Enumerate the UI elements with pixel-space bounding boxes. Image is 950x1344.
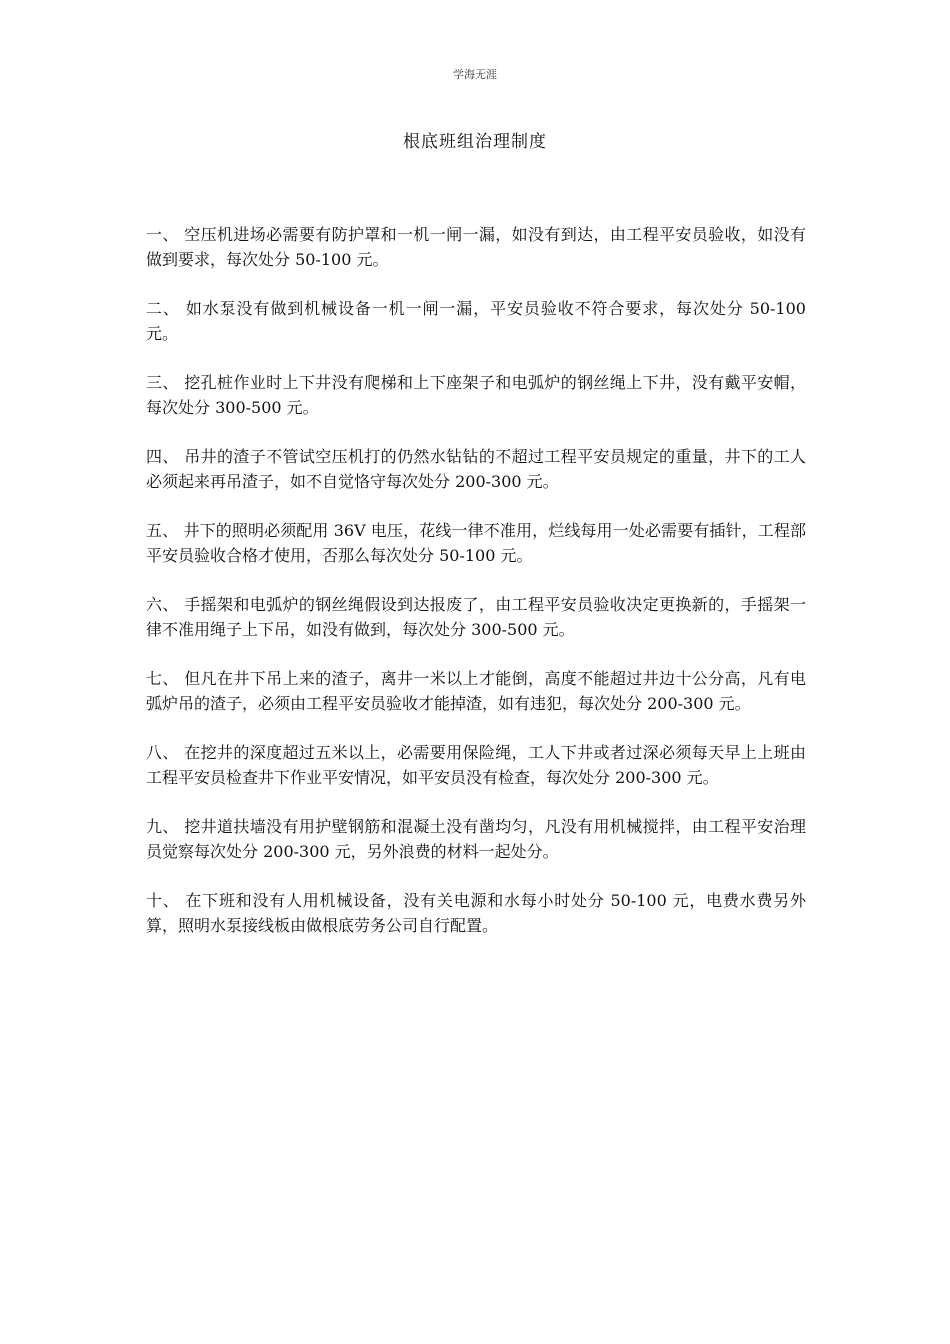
rule-number: 三、 <box>146 373 179 392</box>
rule-text: 在挖井的深度超过五米以上，必需要用保险绳，工人下井或者过深必须每天早上上班由工程平安员检查井下作业平安情况，如平安员没有检查，每次处分 200-300 元。 <box>146 743 806 787</box>
rule-item <box>146 814 806 864</box>
rule-number: 九、 <box>146 817 179 836</box>
rule-text: 空压机进场必需要有防护罩和一机一闸一漏，如没有到达，由工程平安员验收，如没有做到要求，每次处分 50-100 元。 <box>146 225 806 269</box>
rule-text: 但凡在井下吊上来的渣子，离井一米以上才能倒，高度不能超过井边十公分高，凡有电弧炉吊的渣子，必须由工程平安员验收才能掉渣，如有违犯，每次处分 200-300 元。 <box>146 669 806 713</box>
rule-text: 挖井道扶墙没有用护壁钢筋和混凝土没有凿均匀，凡没有用机械搅拌，由工程平安治理员觉察每次处分 200-300 元，另外浪费的材料一起处分。 <box>146 817 806 861</box>
rule-number: 一、 <box>146 225 179 244</box>
rule-text: 吊井的渣子不管试空压机打的仍然水钻钻的不超过工程平安员规定的重量，井下的工人必须起来再吊渣子，如不自觉恪守每次处分 200-300 元。 <box>146 447 806 491</box>
rule-text: 如水泵没有做到机械设备一机一闸一漏，平安员验收不符合要求，每次处分 50-100 元。 <box>146 299 806 343</box>
rule-number: 十、 <box>146 891 180 910</box>
rule-number: 五、 <box>146 521 179 540</box>
page-header: 学海无涯 <box>453 68 497 81</box>
rule-item <box>146 740 806 790</box>
rule-item <box>146 888 806 938</box>
rule-number: 八、 <box>146 743 179 762</box>
rule-text: 井下的照明必须配用 36V 电压，花线一律不准用，烂线每用一处必需要有插针，工程部平安员验收合格才使用，否那么每次处分 50-100 元。 <box>146 521 806 565</box>
rule-number: 二、 <box>146 299 180 318</box>
rule-number: 四、 <box>146 447 179 466</box>
rule-item <box>146 296 806 346</box>
rule-text: 手摇架和电弧炉的钢丝绳假设到达报废了，由工程平安员验收决定更换新的，手摇架一律不准用绳子上下吊，如没有做到，每次处分 300-500 元。 <box>146 595 806 639</box>
rule-item <box>146 370 806 420</box>
rule-number: 七、 <box>146 669 179 688</box>
rule-item <box>146 222 806 272</box>
rule-text: 在下班和没有人用机械设备，没有关电源和水每小时处分 50-100 元，电费水费另外算，照明水泵接线板由做根底劳务公司自行配置。 <box>146 891 806 935</box>
rule-number: 六、 <box>146 595 179 614</box>
rule-text: 挖孔桩作业时上下井没有爬梯和上下座架子和电弧炉的钢丝绳上下井，没有戴平安帽，每次处分 300-500 元。 <box>146 373 806 417</box>
rule-item <box>146 444 806 494</box>
page-title: 根底班组治理制度 <box>403 132 547 152</box>
rule-item <box>146 666 806 716</box>
rules-list <box>146 222 806 962</box>
rule-item <box>146 518 806 568</box>
rule-item <box>146 592 806 642</box>
